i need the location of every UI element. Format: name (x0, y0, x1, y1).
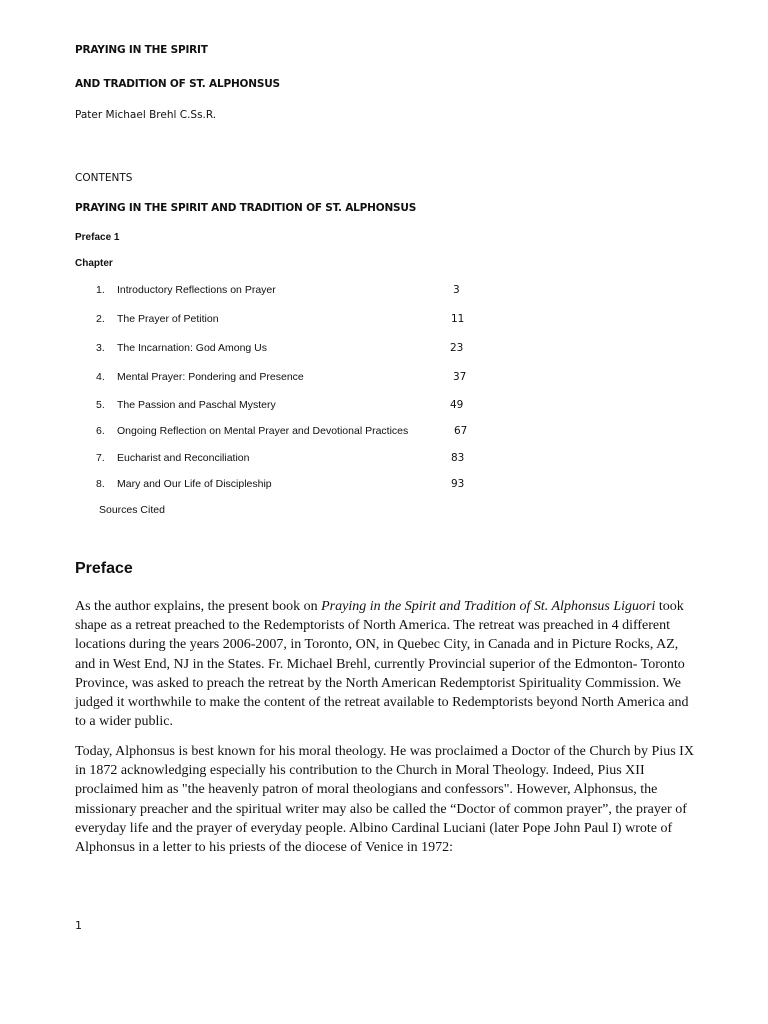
contents-book-title: PRAYING IN THE SPIRIT AND TRADITION OF ST. ALPHONSUS (75, 202, 417, 214)
title-line-1: PRAYING IN THE SPIRIT (75, 44, 208, 56)
chapter-label: Chapter (75, 258, 113, 269)
toc-number: 8. (96, 478, 105, 490)
toc-title: Mental Prayer: Pondering and Presence (117, 371, 304, 383)
preface-heading: Preface (75, 560, 133, 577)
toc-number: 7. (96, 452, 105, 464)
toc-page: 49 (450, 399, 464, 411)
toc-title: Ongoing Reflection on Mental Prayer and Devotional Practices (117, 425, 409, 437)
toc-row[interactable] (0, 399, 768, 415)
sources-cited: Sources Cited (99, 504, 165, 516)
toc-page: 23 (450, 342, 464, 354)
book-title-italic: Praying in the Spirit and Tradition of St. Alphonsus Liguori (321, 599, 656, 614)
preface-paragraph-1 (75, 597, 697, 731)
toc-row[interactable] (0, 452, 768, 468)
toc-title: Introductory Reflections on Prayer (117, 284, 276, 296)
toc-title: Eucharist and Reconciliation (117, 452, 250, 464)
toc-row-sources[interactable] (0, 504, 768, 520)
toc-number: 5. (96, 399, 105, 411)
toc-number: 6. (96, 425, 105, 437)
toc-row[interactable] (0, 284, 768, 300)
preface-paragraph-2: Today, Alphonsus is best known for his moral theology. He was proclaimed a Doctor of the Church by Pius IX in 1872 acknowledging especially his contribution to the Church in Moral Theology. Indeed, Pius XII proclaimed him as "the heavenly patron of moral theologians and confessors". However, Alphonsus, the missionary preacher and the spiritual writer may also be called the “Doctor of common prayer”, the prayer of everyday life and the prayer of everyday people. Albino Cardinal Luciani (later Pope John Paul I) wrote of Alphonsus in a letter to his priests of the diocese of Venice in 1972: (75, 744, 694, 856)
author-line: Pater Michael Brehl C.Ss.R. (75, 109, 217, 121)
toc-title: The Passion and Paschal Mystery (117, 399, 276, 411)
preface-entry: Preface 1 (75, 232, 120, 243)
p1-text-after: took shape as a retreat preached to the Redemptorists of North America. The retreat was preached in 4 different locations during the years 2006-2007, in Toronto, ON, in Quebec City, in Canada and in Picture Rocks, AZ, and in West End, NJ in the States. Fr. Michael Brehl, currently Provincial superior of the Edmonton- Toronto Province, was asked to preach the retreat by the North American Redemptorist Spirituality Commission. We judged it worthwhile to make the content of the retreat available to Redemptorists beyond North America and to a wider public. (75, 599, 689, 730)
toc-row[interactable] (0, 313, 768, 329)
toc-row[interactable] (0, 371, 768, 387)
toc-number: 3. (96, 342, 105, 354)
toc-number: 1. (96, 284, 105, 296)
toc-page: 3 (453, 284, 460, 296)
toc-row[interactable] (0, 425, 768, 441)
toc-title: Mary and Our Life of Discipleship (117, 478, 272, 490)
title-line-2: AND TRADITION OF ST. ALPHONSUS (75, 78, 280, 90)
toc-number: 2. (96, 313, 105, 325)
toc-page: 93 (451, 478, 465, 490)
toc-number: 4. (96, 371, 105, 383)
toc-title: The Prayer of Petition (117, 313, 219, 325)
toc-title: The Incarnation: God Among Us (117, 342, 267, 354)
toc-page: 37 (453, 371, 467, 383)
contents-label: CONTENTS (75, 172, 133, 184)
toc-page: 83 (451, 452, 465, 464)
toc-page: 67 (454, 425, 468, 437)
toc-page: 11 (451, 313, 465, 325)
p1-text-before: As the author explains, the present book on (75, 599, 322, 614)
page-number: 1 (75, 919, 82, 932)
toc-row[interactable] (0, 342, 768, 358)
toc-row[interactable] (0, 478, 768, 494)
